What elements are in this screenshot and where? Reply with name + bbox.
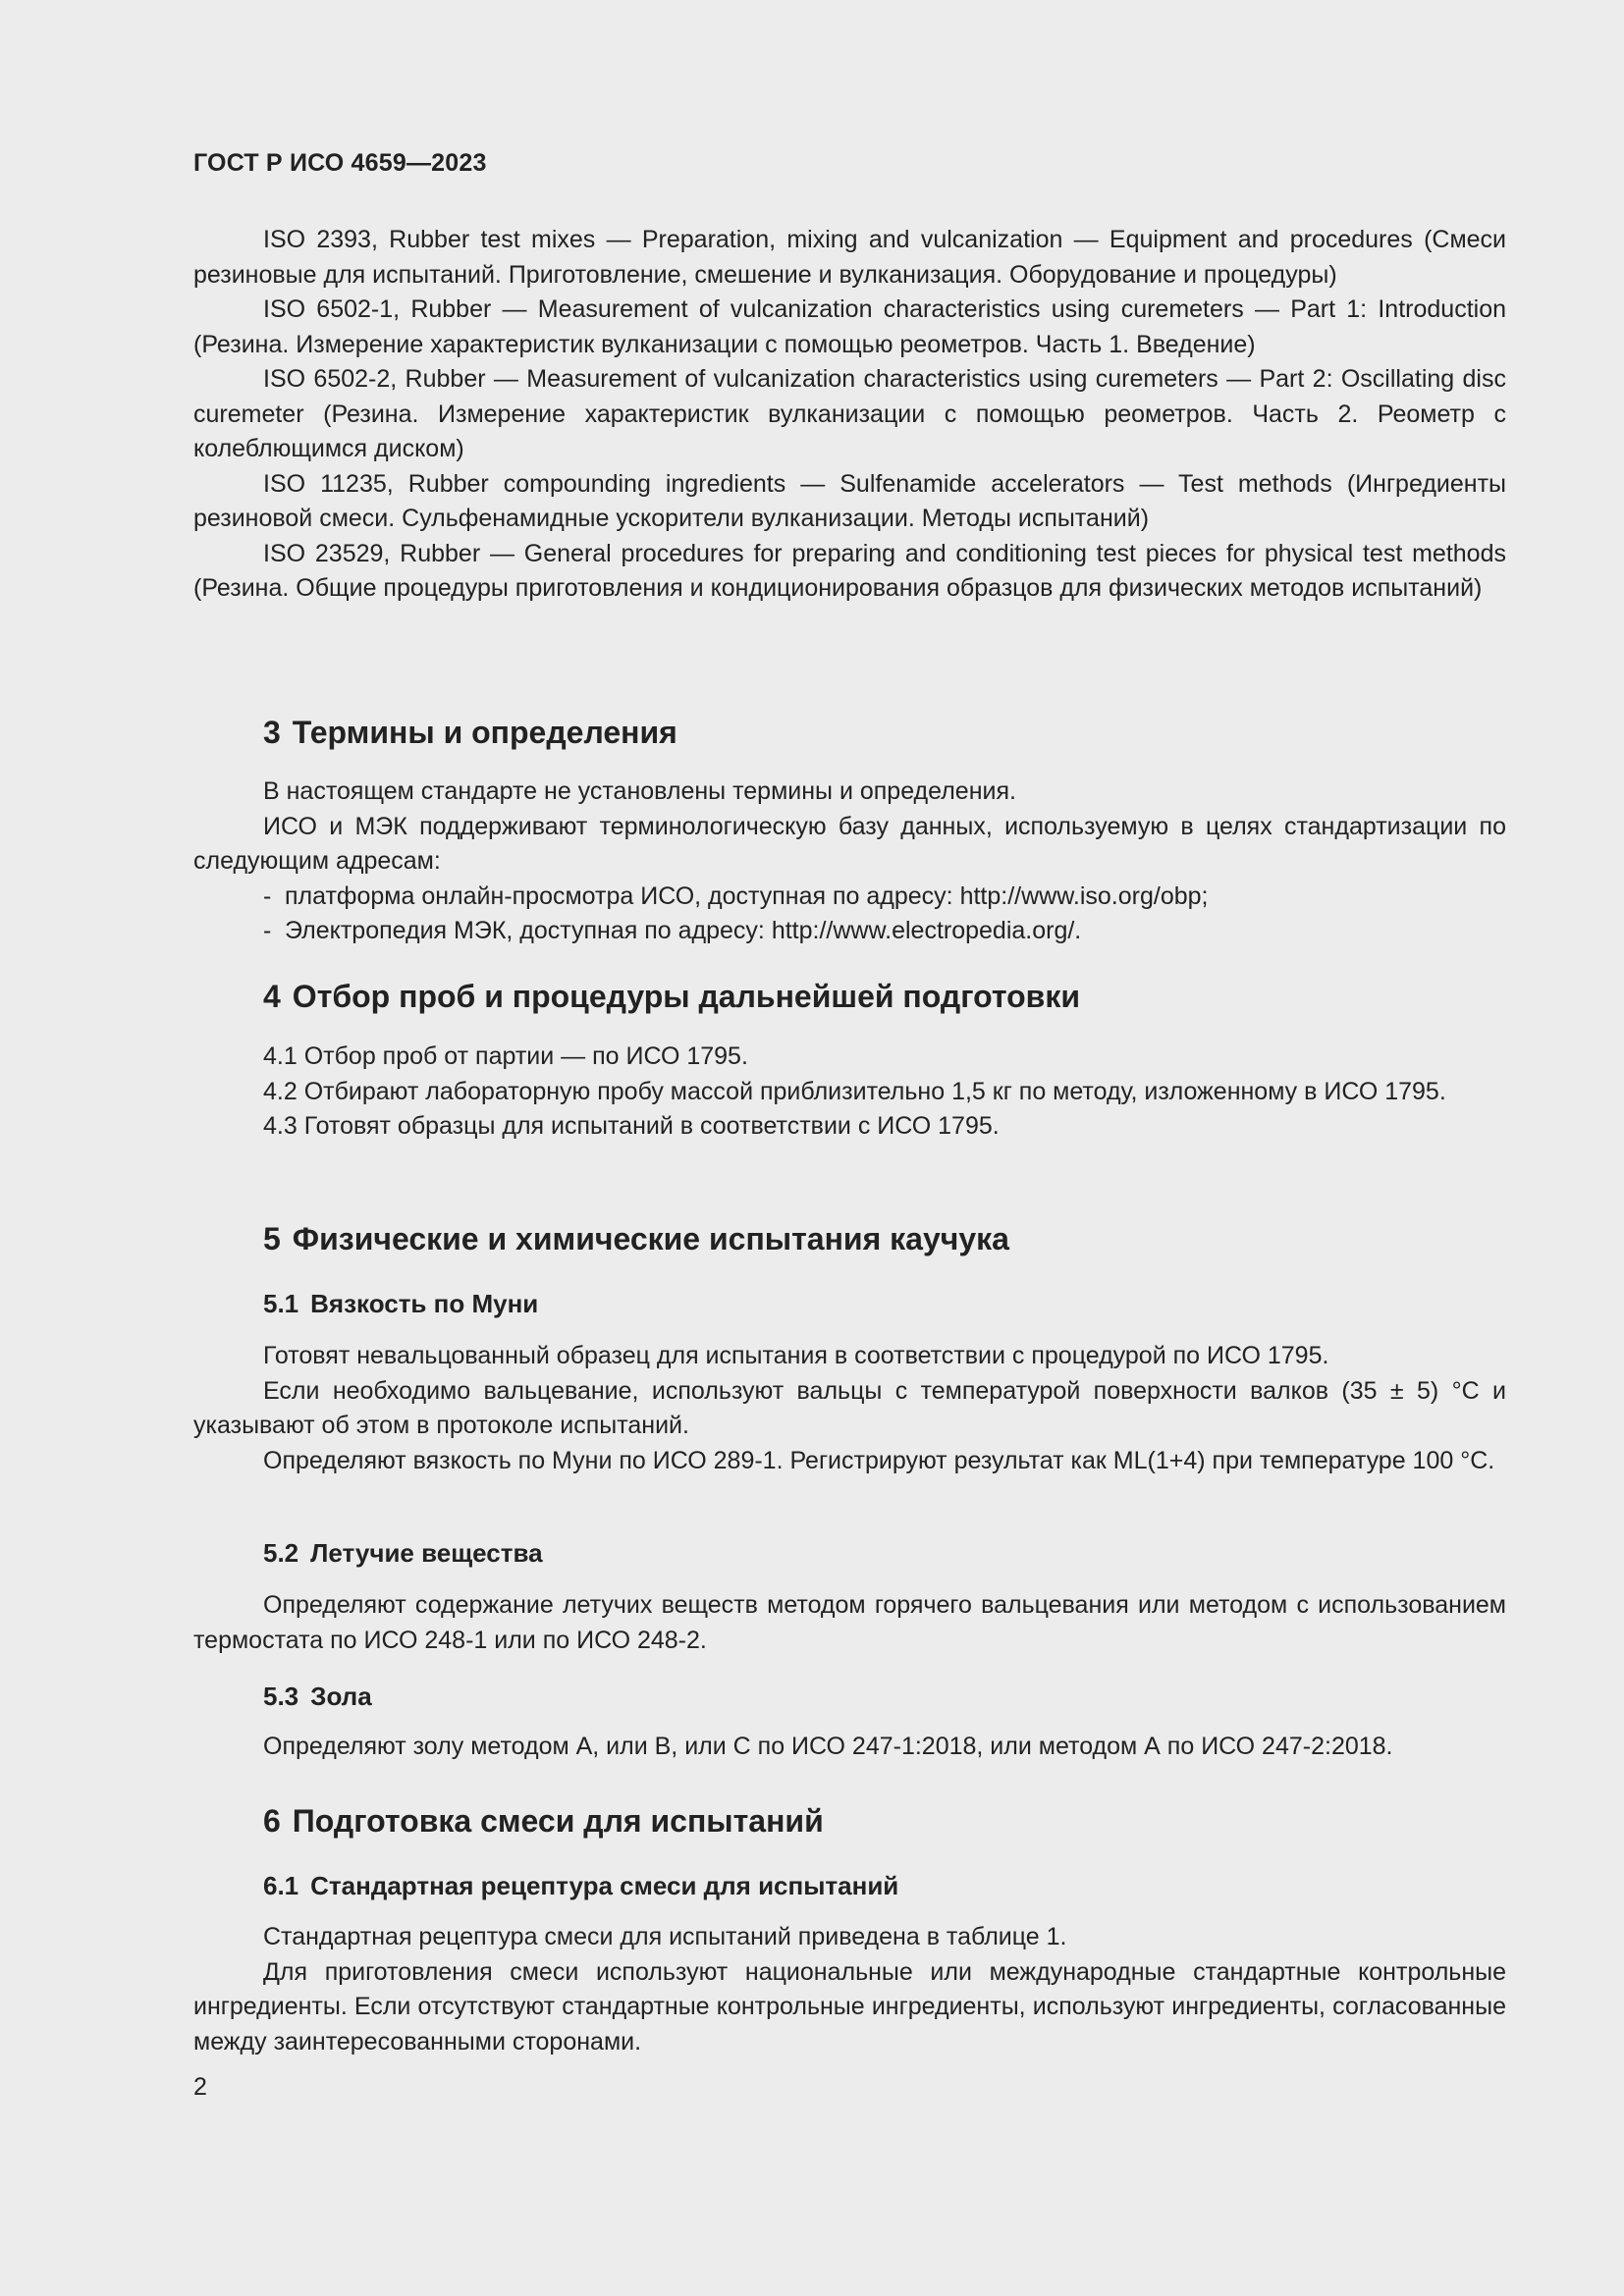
bullet-dash: -: [263, 881, 272, 910]
document-header: ГОСТ Р ИСО 4659—2023: [193, 149, 487, 177]
reference-item: ISO 2393, Rubber test mixes — Preparation, mixing and vulcanization — Equipment and procedures (Смеси резиновые для испытаний. Приготовление, смешение и вулканизация. Оборудование и процедуры): [193, 226, 1506, 289]
subsection-5-3-heading: [263, 1682, 372, 1712]
subsection-5-1-heading: [263, 1289, 538, 1319]
section-number: 6: [263, 1803, 281, 1839]
list-item-text: Электропедия МЭК, доступная по адресу: http://www.electropedia.org/.: [285, 917, 1082, 944]
paragraph: 4.2 Отбирают лабораторную пробу массой приблизительно 1,5 кг по методу, изложенному в ИСО 1795.: [263, 1077, 1446, 1105]
paragraph: Определяют вязкость по Муни по ИСО 289-1. Регистрируют результат как ML(1+4) при температуре 100 °С.: [263, 1446, 1495, 1474]
section-title: Термины и определения: [292, 715, 677, 750]
reference-item: ISO 6502-1, Rubber — Measurement of vulcanization characteristics using curemeters — Part 1: Introduction (Резина. Измерение характеристик вулканизации с помощью реометров. Часть 1. Введение): [193, 295, 1506, 358]
paragraph: 4.1 Отбор проб от партии — по ИСО 1795.: [263, 1042, 748, 1070]
subsection-number: 6.1: [263, 1871, 299, 1900]
subsection-6-1-heading: [263, 1871, 898, 1901]
section-4-heading: [263, 979, 1080, 1015]
list-item: [193, 880, 1506, 915]
page-number: 2: [193, 2073, 207, 2101]
list-item-text: платформа онлайн-просмотра ИСО, доступная по адресу: http://www.iso.org/obp;: [285, 881, 1209, 910]
paragraph: Определяют содержание летучих веществ методом горячего вальцевания или методом с использованием термостата по ИСО 248-1 или по ИСО 248-2.: [193, 1591, 1506, 1654]
subsection-title: Зола: [310, 1682, 372, 1711]
normative-references: [193, 223, 1506, 607]
reference-item: ISO 23529, Rubber — General procedures for preparing and conditioning test pieces for physical test methods (Резина. Общие процедуры приготовления и кондиционирования образцов для физических методов испытаний): [193, 539, 1506, 602]
section-6-heading: [263, 1803, 824, 1840]
subsection-number: 5.1: [263, 1289, 299, 1318]
paragraph: Для приготовления смеси используют национальные или международные стандартные контрольные ингредиенты. Если отсутствуют стандартные контрольные ингредиенты, используют ингредиенты, согласованные между заинтересованными сторонами.: [193, 1957, 1506, 2056]
subsection-6-1-body: [193, 1920, 1506, 2059]
paragraph: Стандартная рецептура смеси для испытаний приведена в таблице 1.: [263, 1923, 1067, 1950]
section-4-body: [193, 1040, 1506, 1145]
paragraph: ИСО и МЭК поддерживают терминологическую базу данных, используемую в целях стандартизации по следующим адресам:: [193, 812, 1506, 875]
subsection-5-3-body: [193, 1730, 1506, 1765]
document-page: [193, 0, 1506, 2296]
section-title: Подготовка смеси для испытаний: [292, 1803, 824, 1839]
subsection-5-1-body: [193, 1339, 1506, 1478]
paragraph: Готовят невальцованный образец для испытания в соответствии с процедурой по ИСО 1795.: [263, 1342, 1329, 1369]
paragraph: Если необходимо вальцевание, используют вальцы с температурой поверхности валков (35 ± 5) °С и указывают об этом в протоколе испытаний.: [193, 1376, 1506, 1439]
list-item: [193, 914, 1506, 949]
subsection-5-2-body: [193, 1588, 1506, 1658]
subsection-number: 5.2: [263, 1538, 299, 1568]
section-number: 5: [263, 1221, 281, 1256]
subsection-title: Вязкость по Муни: [310, 1289, 539, 1318]
section-3-body: [193, 774, 1506, 949]
section-title: Физические и химические испытания каучука: [292, 1221, 1009, 1256]
paragraph: В настоящем стандарте не установлены термины и определения.: [263, 777, 1016, 805]
section-title: Отбор проб и процедуры дальнейшей подготовки: [292, 979, 1080, 1014]
paragraph: Определяют золу методом А, или В, или С по ИСО 247-1:2018, или методом А по ИСО 247-2:2018.: [263, 1733, 1393, 1760]
reference-item: ISO 6502-2, Rubber — Measurement of vulcanization characteristics using curemeters — Part 2: Oscillating disc curemeter (Резина. Измерение характеристик вулканизации с помощью реометров. Часть 2. Реометр с колеблющимся диском): [193, 365, 1506, 462]
section-number: 3: [263, 715, 281, 750]
reference-item: ISO 11235, Rubber compounding ingredients — Sulfenamide accelerators — Test methods (Ингредиенты резиновой смеси. Сульфенамидные ускорители вулканизации. Методы испытаний): [193, 469, 1506, 532]
paragraph: 4.3 Готовят образцы для испытаний в соответствии с ИСО 1795.: [263, 1112, 1000, 1140]
subsection-5-2-heading: [263, 1538, 543, 1569]
subsection-number: 5.3: [263, 1682, 299, 1711]
subsection-title: Летучие вещества: [310, 1538, 543, 1568]
section-3-heading: [263, 715, 677, 751]
section-number: 4: [263, 979, 281, 1014]
section-5-heading: [263, 1221, 1009, 1257]
subsection-title: Стандартная рецептура смеси для испытаний: [310, 1871, 899, 1900]
bullet-dash: -: [263, 917, 272, 944]
